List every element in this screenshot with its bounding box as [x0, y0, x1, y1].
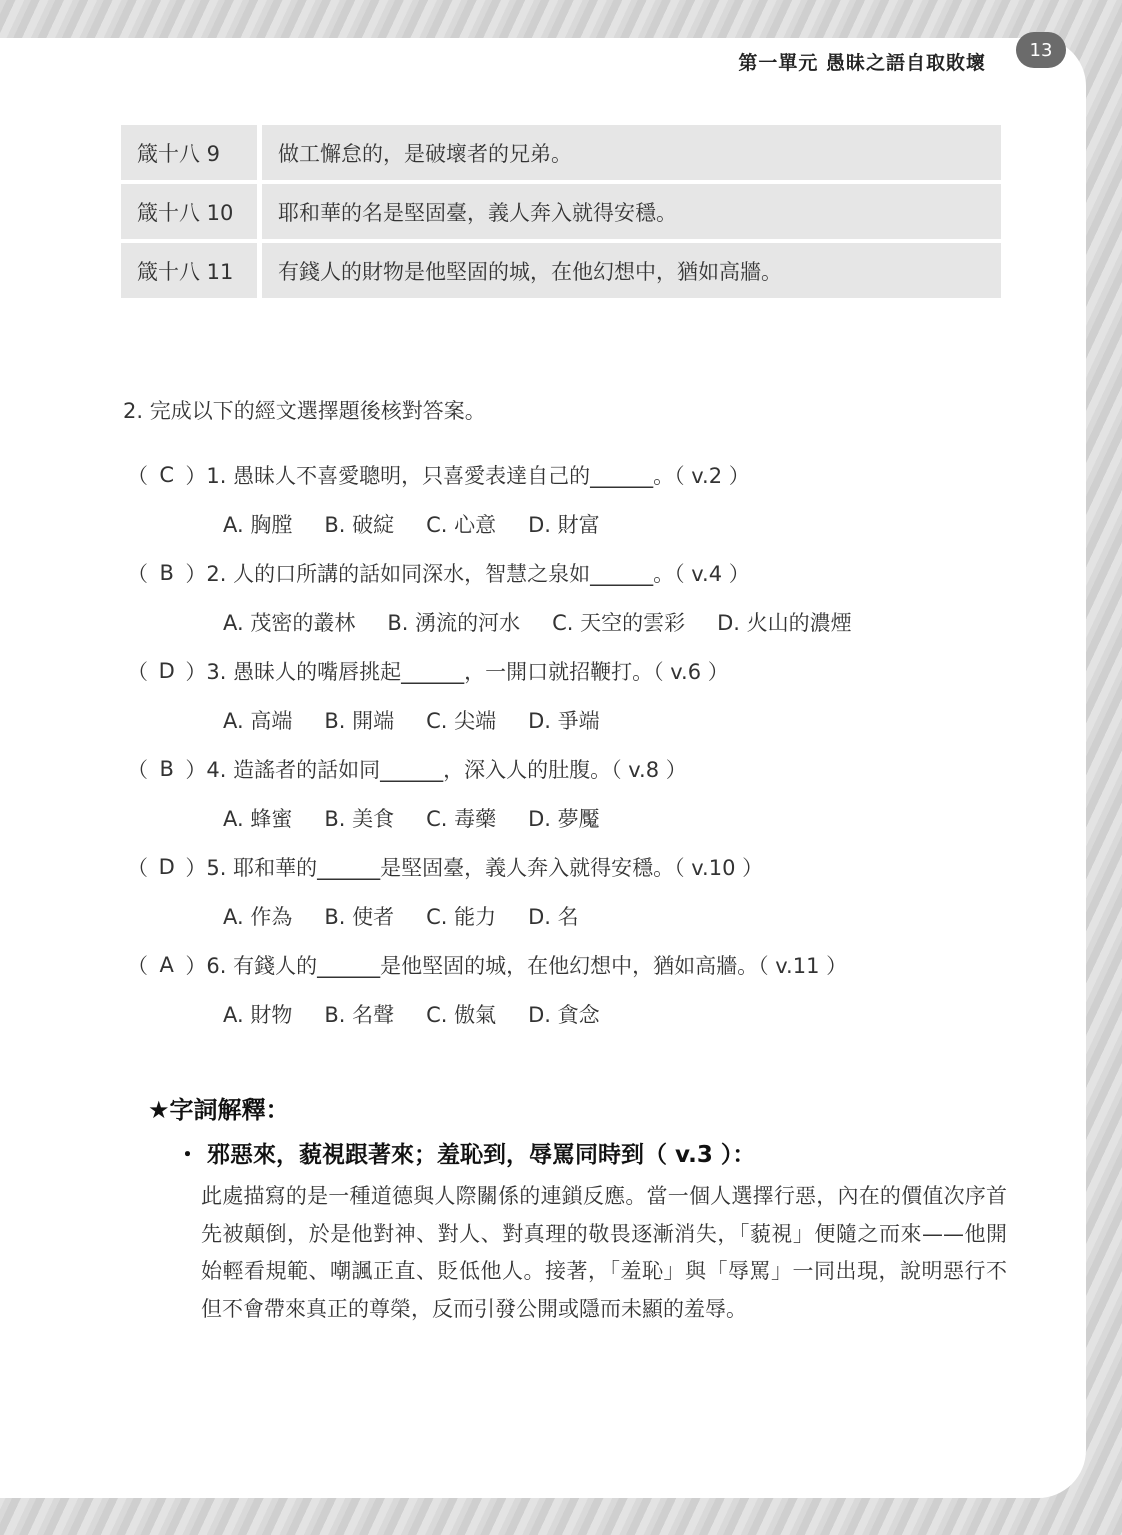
verse-ref: 箴十八 10 — [121, 184, 262, 239]
verse-ref: 箴十八 11 — [121, 243, 262, 298]
option: B. 名聲 — [324, 1002, 395, 1027]
option: B. 美食 — [324, 806, 395, 831]
vocab-title: ★字詞解釋： — [148, 1096, 290, 1124]
option: C. 天空的雲彩 — [552, 610, 686, 635]
options-row — [127, 499, 1027, 548]
option: B. 開端 — [324, 708, 395, 733]
vocab-term: ・ 邪惡來，藐視跟著來；羞恥到，辱罵同時到（ v.3 ）： — [176, 1142, 756, 1168]
options-row — [127, 989, 1027, 1038]
option: A. 茂密的叢林 — [223, 610, 356, 635]
option: C. 能力 — [426, 904, 497, 929]
question-row: （ B ） 4. 造謠者的話如同______，深入人的肚腹。（ v.8 ） — [127, 744, 1027, 793]
option: D. 夢魘 — [528, 806, 600, 831]
option: C. 傲氣 — [426, 1002, 497, 1027]
question-text: 4. 造謠者的話如同______，深入人的肚腹。（ v.8 ） — [206, 757, 687, 782]
answer: B — [159, 560, 174, 585]
option: D. 財富 — [528, 512, 600, 537]
answer: A — [159, 952, 174, 977]
option: C. 毒藥 — [426, 806, 497, 831]
quiz-list — [127, 450, 1027, 1038]
table-row — [121, 243, 1001, 298]
options-row — [127, 597, 1027, 646]
option: B. 湧流的河水 — [387, 610, 521, 635]
option: D. 貪念 — [528, 1002, 600, 1027]
option: D. 爭端 — [528, 708, 600, 733]
option: D. 火山的濃煙 — [717, 610, 852, 635]
option: A. 作為 — [223, 904, 293, 929]
question-row: （ C ） 1. 愚昧人不喜愛聰明，只喜愛表達自己的______。（ v.2 ） — [127, 450, 1027, 499]
option: A. 財物 — [223, 1002, 293, 1027]
option: D. 名 — [528, 904, 579, 929]
answer: D — [158, 854, 175, 879]
question-text: 6. 有錢人的______是他堅固的城，在他幻想中，猶如高牆。（ v.11 ） — [206, 953, 848, 978]
option: A. 高端 — [223, 708, 293, 733]
table-row — [121, 125, 1001, 180]
question-text: 3. 愚昧人的嘴唇挑起______，一開口就招鞭打。（ v.6 ） — [206, 659, 729, 684]
options-row — [127, 793, 1027, 842]
verse-text: 做工懈怠的，是破壞者的兄弟。 — [262, 125, 1001, 180]
question-row: （ B ） 2. 人的口所講的話如同深水，智慧之泉如______。（ v.4 ） — [127, 548, 1027, 597]
verse-text: 有錢人的財物是他堅固的城，在他幻想中，猶如高牆。 — [262, 243, 1001, 298]
quiz-heading: 2. 完成以下的經文選擇題後核對答案。 — [123, 399, 486, 423]
verse-table — [121, 121, 1001, 302]
question-text: 1. 愚昧人不喜愛聰明，只喜愛表達自己的______。（ v.2 ） — [206, 463, 750, 488]
page-number-badge: 13 — [1016, 32, 1066, 68]
answer: D — [158, 658, 175, 683]
question-row: （ D ） 5. 耶和華的______是堅固臺，義人奔入就得安穩。（ v.10 ） — [127, 842, 1027, 891]
question-row: （ D ） 3. 愚昧人的嘴唇挑起______，一開口就招鞭打。（ v.6 ） — [127, 646, 1027, 695]
question-row: （ A ） 6. 有錢人的______是他堅固的城，在他幻想中，猶如高牆。（ v.11 ） — [127, 940, 1027, 989]
running-header: 第一單元 愚昧之語自取敗壞 — [738, 52, 986, 74]
options-row — [127, 695, 1027, 744]
question-text: 2. 人的口所講的話如同深水，智慧之泉如______。（ v.4 ） — [206, 561, 750, 586]
options-row — [127, 891, 1027, 940]
vocab-body: 此處描寫的是一種道德與人際關係的連鎖反應。當一個人選擇行惡，內在的價值次序首先被顛倒，於是他對神、對人、對真理的敬畏逐漸消失，「藐視」便隨之而來——他開始輕看規範、嘲諷正直、貶低他人。接著，「羞恥」與「辱罵」一同出現，說明惡行不但不會帶來真正的尊榮，反而引發公開或隱而未顯的羞辱。 — [201, 1184, 1007, 1321]
table-row — [121, 184, 1001, 239]
option: B. 破綻 — [324, 512, 395, 537]
verse-text: 耶和華的名是堅固臺，義人奔入就得安穩。 — [262, 184, 1001, 239]
answer: C — [159, 462, 175, 487]
option: B. 使者 — [324, 904, 395, 929]
option: C. 心意 — [426, 512, 497, 537]
verse-ref: 箴十八 9 — [121, 125, 262, 180]
answer: B — [159, 756, 174, 781]
option: A. 胸膛 — [223, 512, 293, 537]
question-text: 5. 耶和華的______是堅固臺，義人奔入就得安穩。（ v.10 ） — [206, 855, 764, 880]
option: A. 蜂蜜 — [223, 806, 293, 831]
option: C. 尖端 — [426, 708, 497, 733]
